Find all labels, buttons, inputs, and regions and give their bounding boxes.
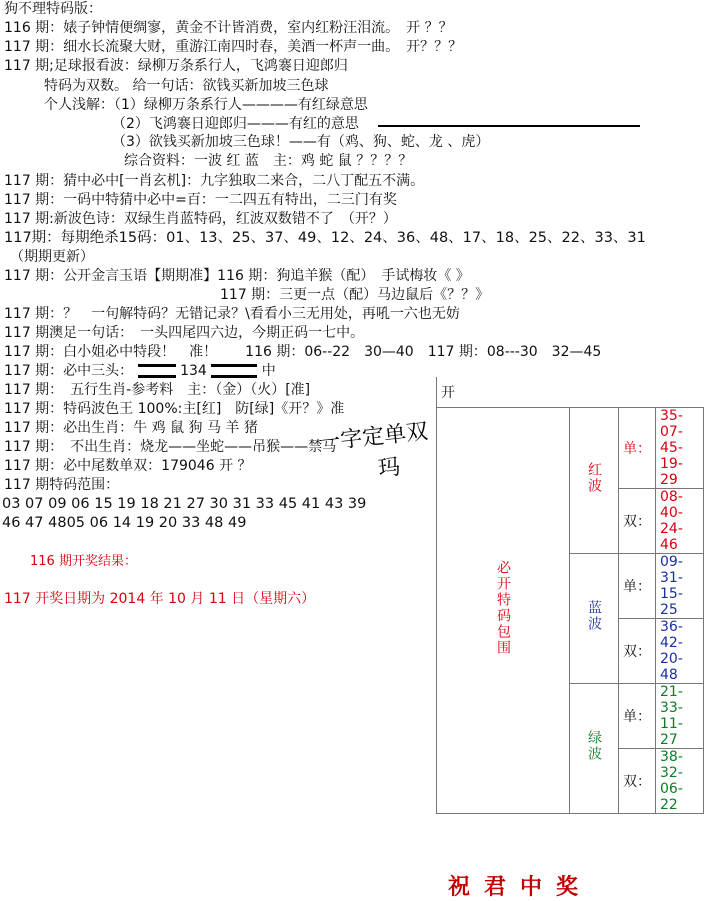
line-three-heads: [4, 363, 276, 380]
green-double-label: 双：: [619, 748, 656, 813]
line-golden-words: 117 期：公开金言玉语【期期准】116 期：狗追羊猴（配） 手试梅妆《 》: [4, 268, 470, 284]
line-australia: 117 期澳足一句话： 一头四尾四六边，今期正码一七中。: [4, 325, 365, 341]
green-double-value: 38-32-06-22: [656, 748, 704, 813]
line-one-sentence: 117 期：？ 一句解特码？无错记录？\看看小三无用处，再吼一六也无妨: [4, 306, 460, 322]
blue-single-value: 09-31-15-25: [656, 553, 704, 618]
page-title: 狗不理特码版：: [4, 1, 102, 17]
line-exclude-zodiac: 117 期： 不出生肖：烧龙——坐蛇——吊猴——禁马: [4, 439, 337, 455]
red-double-label: 双：: [619, 488, 656, 553]
three-heads-suffix: 中: [261, 363, 276, 379]
line-117-poem: 117 期：细水长流聚大财，重游江南四时春，美酒一杯声一曲。 开？？？: [4, 39, 463, 55]
line-tail-number: 117 期：必中尾数单双：179046 开 ？: [4, 458, 252, 474]
blue-single-label: 单：: [619, 553, 656, 618]
line-wave-poem: 117 期:新波色诗：双绿生肖蓝特码，红波双数错不了 （开？）: [4, 211, 397, 227]
line-range-label: 117 期特码范围：: [4, 477, 120, 493]
line-draw-date: 117 开奖日期为 2014 年 10 月 11 日（星期六）: [4, 591, 316, 607]
line-must-zodiac: 117 期：必出生肖：牛 鸡 鼠 狗 马 羊 猪: [4, 420, 258, 436]
red-single-value: 35-07-45-19-29: [656, 407, 704, 488]
line-one-code: 117 期：一码中特猜中必中=百：一二四五有特出，二三门有奖: [4, 192, 397, 208]
red-single-label: 单：: [619, 407, 656, 488]
line-kill-15: 117期：每期绝杀15码：01、13、25、37、49、12、24、36、48、17、18、25、22、33、31: [4, 230, 646, 246]
line-five-elements: 117 期： 五行生肖-参考料 主：（金）（火）[准]: [4, 382, 311, 398]
line-hint: 特码为双数。 给一句话：欲钱买新加坡三色球: [44, 78, 329, 94]
line-update-note: （期期更新）: [10, 249, 94, 265]
line-116-results: 116 期开奖结果：: [30, 554, 137, 569]
line-116-poem: 116 期：婊子钟情便绸寥，黄金不计皆消费，室内红粉汪泪流。 开 ？？: [4, 20, 453, 36]
line-guess-zodiac: 117 期：猜中必中[一肖玄机]：九字独取二来合，二八丁配五不满。: [4, 173, 425, 189]
line-range-1: 03 07 09 06 15 19 18 21 27 30 31 33 45 41 43 39: [2, 496, 367, 512]
line-interpret-1: 个人浅解：（1）绿柳万条系行人————有红绿意思: [44, 97, 368, 113]
line-wave-king: 117 期：特码波色王 100%:主[红] 防[绿]《开？》准: [4, 401, 345, 417]
bar-mark-left: [138, 364, 176, 378]
green-single-label: 单：: [619, 683, 656, 748]
line-summary: 综合资料：一波 红 蓝 主：鸡 蛇 鼠 ？？？？: [124, 153, 413, 169]
handwritten-note-2: 玛: [376, 454, 402, 483]
handwritten-note: 一字定单双: [317, 419, 430, 456]
line-interpret-2: （2）飞鸿褰日迎郎归———有红的意思: [112, 116, 359, 132]
table-open-cell: 开: [437, 377, 704, 407]
three-heads-number: 134: [180, 363, 207, 379]
blue-double-value: 36-42-20-48: [656, 618, 704, 683]
wave-red-label: 红波: [570, 407, 619, 553]
line-golden-words-117: 117 期：三更一点（配）马边鼠后《？？》: [220, 287, 490, 303]
wave-blue-label: 蓝波: [570, 553, 619, 683]
green-single-value: 21-33-11-27: [656, 683, 704, 748]
table-side-label: 必开特码包围: [437, 407, 570, 813]
line-range-2: 46 47 4805 06 14 19 20 33 48 49: [2, 515, 247, 531]
line-white-lady: 117 期：白小姐必中特段！ 准！ 116 期：06--22 30—40 117 期：08---30 32—45: [4, 344, 602, 360]
line-football-report: 117 期;足球报看波：绿柳万条系行人，飞鸿褰日迎郎归: [4, 58, 348, 74]
wave-green-label: 绿波: [570, 683, 619, 813]
bar-mark-right: [211, 364, 257, 378]
three-heads-label: 117 期：必中三头：: [4, 363, 134, 379]
line-interpret-3: （3）欲钱买新加坡三色球！——有（鸡、狗、蛇、龙 、虎）: [112, 134, 490, 150]
code-range-table: [436, 377, 704, 814]
blessing-text: 祝君中奖: [448, 874, 593, 900]
redacted-mark: [378, 125, 640, 127]
blue-double-label: 双：: [619, 618, 656, 683]
red-double-value: 08-40-24-46: [656, 488, 704, 553]
